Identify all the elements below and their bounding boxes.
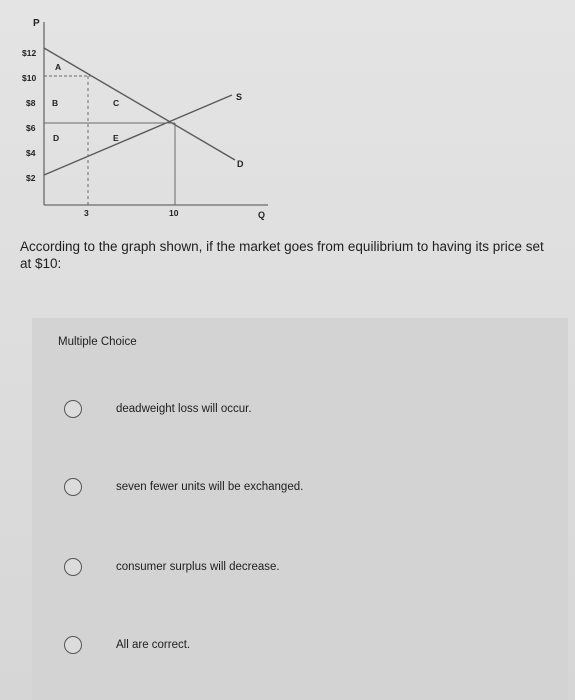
option-text: consumer surplus will decrease. (116, 561, 280, 573)
demand-label: D (237, 159, 244, 169)
price-tick-12: $12 (22, 48, 37, 58)
price-tick-10: $10 (22, 73, 37, 83)
price-tick-4: $4 (26, 148, 36, 158)
area-label-c: C (113, 98, 120, 108)
price-tick-8: $8 (26, 98, 36, 108)
option-text: deadweight loss will occur. (116, 403, 252, 415)
option-text: All are correct. (116, 639, 191, 651)
area-label-d: D (53, 133, 60, 143)
option-text: seven fewer units will be exchanged. (116, 481, 304, 493)
supply-curve (44, 95, 232, 175)
quantity-tick-3: 3 (84, 208, 89, 218)
radio-button[interactable] (64, 400, 82, 418)
radio-button[interactable] (64, 558, 82, 576)
area-label-e: E (113, 133, 119, 143)
multiple-choice-label: Multiple Choice (58, 336, 137, 348)
supply-label: S (236, 92, 243, 102)
radio-button[interactable] (64, 636, 82, 654)
multiple-choice-panel (32, 318, 568, 700)
price-axis-label: P (33, 18, 40, 29)
area-label-a: A (55, 62, 62, 72)
quantity-tick-10: 10 (169, 208, 179, 218)
supply-demand-graph (0, 0, 300, 225)
option-deadweight-loss[interactable] (64, 396, 544, 422)
price-tick-2: $2 (26, 173, 36, 183)
price-tick-6: $6 (26, 123, 36, 133)
quantity-axis-label: Q (258, 210, 266, 220)
demand-curve (44, 48, 235, 160)
area-label-b: B (52, 98, 59, 108)
option-all-correct[interactable] (64, 632, 544, 658)
radio-button[interactable] (64, 478, 82, 496)
option-seven-fewer-units[interactable] (64, 474, 544, 500)
question-text: According to the graph shown, if the market goes from equilibrium to having its price set at $10: (20, 239, 544, 271)
option-consumer-surplus[interactable] (64, 554, 544, 580)
